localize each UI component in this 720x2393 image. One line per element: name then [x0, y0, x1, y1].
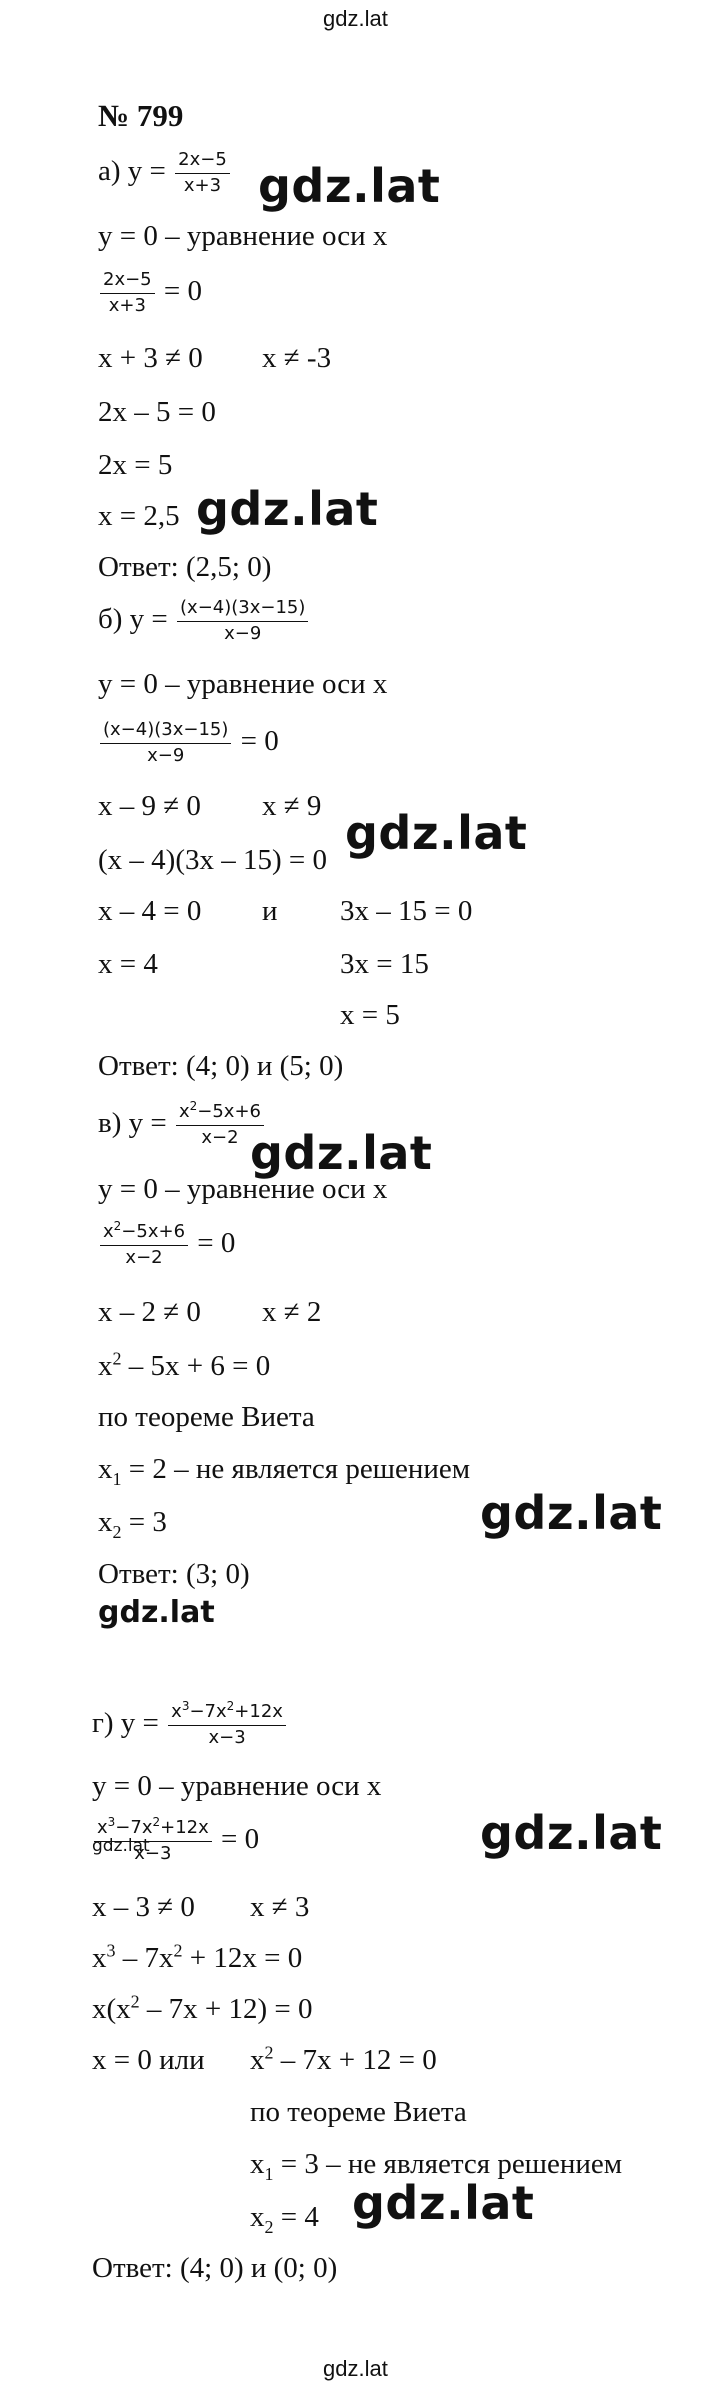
part-d-fraction: [168, 1699, 286, 1748]
part-d-domain-result: x ≠ 3: [250, 1891, 310, 1923]
site-footer[interactable]: gdz.lat: [323, 2356, 388, 2381]
equation-rhs: = 0: [221, 1822, 260, 1855]
part-b-numerator-eq: (x – 4)(3x – 15) = 0: [98, 844, 327, 876]
part-a-equation: [98, 270, 202, 316]
part-d-domain: x – 3 ≠ 0: [92, 1891, 195, 1923]
fraction-numerator: $x^3-7x^2+12x$: [94, 1818, 212, 1842]
watermark: gdz.lat: [480, 1806, 663, 1860]
part-a-numerator-eq: 2x – 5 = 0: [98, 396, 216, 428]
part-b-label: б) y =: [98, 602, 168, 635]
watermark: gdz.lat: [196, 482, 379, 536]
part-d-cubic: $x^3 - 7x^2 + 12x = 0$: [92, 1940, 303, 1974]
part-a-fraction: [175, 150, 230, 196]
fraction-denominator: x+3: [108, 294, 146, 316]
part-b-root1: x = 4: [98, 948, 158, 980]
part-b-step2: 3x = 15: [340, 948, 429, 980]
part-d-case2: $x^2 - 7x + 12 = 0$: [250, 2042, 437, 2076]
part-c-function: [98, 1099, 266, 1148]
part-b-factor1: x – 4 = 0: [98, 895, 202, 927]
part-c-vieta: по теореме Виета: [98, 1401, 315, 1433]
part-b-domain-result: x ≠ 9: [262, 790, 322, 822]
watermark: gdz.lat: [345, 806, 528, 860]
part-a-root: x = 2,5: [98, 500, 180, 532]
part-a-function: [98, 150, 232, 196]
part-a-domain: x + 3 ≠ 0: [98, 342, 203, 374]
part-b-factor2: 3x – 15 = 0: [340, 895, 473, 927]
part-c-answer: Ответ: (3; 0): [98, 1558, 250, 1590]
part-b-answer: Ответ: (4; 0) и (5; 0): [98, 1050, 344, 1082]
part-b-root2: x = 5: [340, 999, 400, 1031]
part-d-root1: $x_1 = 3$ – не является решением: [250, 2148, 623, 2184]
watermark: gdz.lat: [352, 2176, 535, 2230]
equation-fraction: [100, 720, 231, 766]
fraction-denominator: x−9: [147, 744, 185, 766]
fraction-numerator: (x−4)(3x−15): [100, 720, 231, 744]
part-d-answer: Ответ: (4; 0) и (0; 0): [92, 2252, 338, 2284]
part-d-root2: $x_2 = 4$: [250, 2201, 319, 2237]
part-c-equation: [98, 1219, 236, 1268]
part-b-equation: [98, 720, 279, 766]
part-c-domain-result: x ≠ 2: [262, 1296, 322, 1328]
part-c-line-axis: y = 0 – уравнение оси x: [98, 1173, 388, 1205]
problem-title: № 799: [98, 98, 184, 133]
part-c-root1: $x_1 = 2$ – не является решением: [98, 1453, 471, 1489]
watermark: gdz.lat: [250, 1126, 433, 1180]
watermark-small: gdz.lat: [98, 1595, 215, 1630]
fraction-numerator: 2x−5: [175, 150, 230, 174]
fraction-numerator: $x^2-5x+6$: [100, 1222, 188, 1246]
fraction-denominator: x−3: [134, 1842, 172, 1864]
part-d-case1: x = 0 или: [92, 2044, 205, 2076]
site-header[interactable]: gdz.lat: [323, 6, 388, 31]
part-a-label: а) y =: [98, 154, 166, 187]
equation-rhs: = 0: [197, 1226, 236, 1259]
fraction-numerator: $x^3-7x^2+12x$: [168, 1702, 286, 1726]
part-d-function: [92, 1699, 288, 1748]
watermark: gdz.lat: [480, 1486, 663, 1540]
part-a-line-axis: y = 0 – уравнение оси x: [98, 220, 388, 252]
fraction-denominator: x−2: [125, 1246, 163, 1268]
fraction-numerator: (x−4)(3x−15): [177, 598, 308, 622]
fraction-denominator: x+3: [183, 174, 222, 196]
part-b-domain: x – 9 ≠ 0: [98, 790, 201, 822]
equation-fraction: [100, 270, 155, 316]
fraction-numerator: $x^2-5x+6$: [176, 1102, 264, 1126]
part-c-label: в) y =: [98, 1106, 167, 1139]
equation-fraction: [100, 1219, 188, 1268]
watermark-tiny: gdz.lat: [92, 1836, 150, 1856]
part-c-root2: $x_2 = 3$: [98, 1506, 167, 1542]
watermark: gdz.lat: [258, 159, 441, 213]
equation-rhs: = 0: [163, 274, 202, 307]
part-a-domain-result: x ≠ -3: [262, 342, 332, 374]
part-b-and: и: [262, 895, 278, 927]
part-b-line-axis: y = 0 – уравнение оси x: [98, 668, 388, 700]
part-a-step: 2x = 5: [98, 449, 173, 481]
fraction-denominator: x−3: [208, 1726, 246, 1748]
part-d-factored: $x(x^2 - 7x + 12) = 0$: [92, 1991, 313, 2025]
fraction-numerator: 2x−5: [100, 270, 155, 294]
part-c-domain: x – 2 ≠ 0: [98, 1296, 201, 1328]
part-c-quadratic: $x^2 - 5x + 6 = 0$: [98, 1348, 271, 1382]
part-d-vieta: по теореме Виета: [250, 2096, 467, 2128]
part-b-fraction: [177, 598, 308, 644]
equation-rhs: = 0: [240, 724, 279, 757]
part-b-function: [98, 598, 310, 644]
part-d-line-axis: y = 0 – уравнение оси x: [92, 1770, 382, 1802]
part-a-answer: Ответ: (2,5; 0): [98, 551, 272, 583]
part-d-label: г) y =: [92, 1706, 159, 1739]
fraction-denominator: x−9: [224, 622, 262, 644]
fraction-denominator: x−2: [201, 1126, 239, 1148]
